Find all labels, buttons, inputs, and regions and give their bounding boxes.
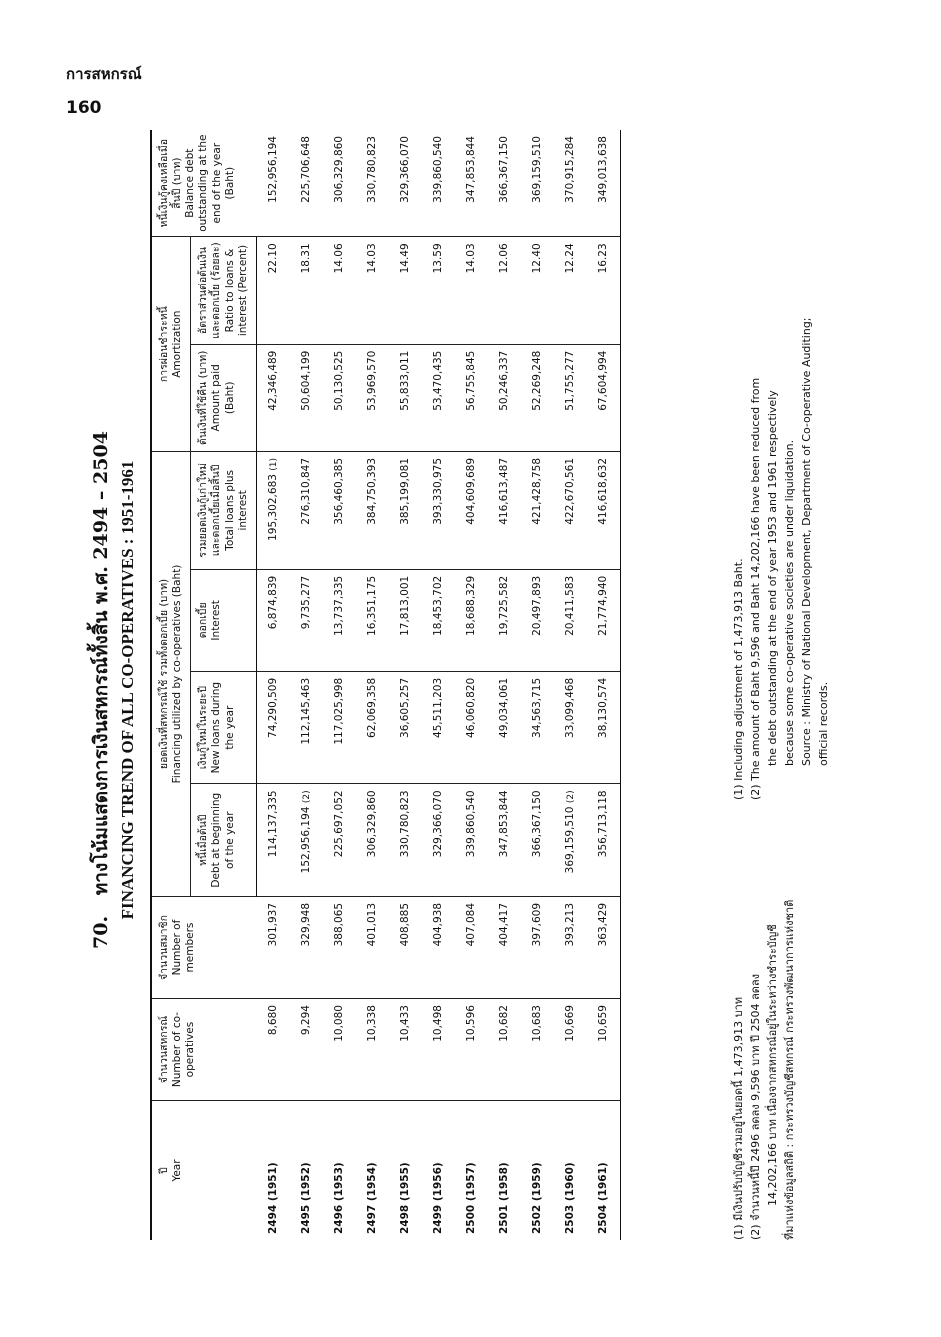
financing-group-header: ยอดเงินที่สหกรณ์ใช้ รวมทั้งดอกเบี้ย (บาท) Financing utilized by co-operatives (Baht) — [151, 451, 191, 896]
col-total-header: รวมยอดเงินกู้เก่าใหม่และดอกเบี้ยเมื่อสิ้นปี Total loans plus interest — [191, 451, 257, 569]
footnotes-english — [730, 130, 832, 800]
table-row: 2501 (1958) 10,682 404,417 347,853,844 49,034,061 19,725,582 416,613,487 50,246,337 12.06 366,367,150 — [488, 130, 521, 1240]
page-number: 160 — [66, 98, 102, 118]
rotated-table-page — [40, 110, 880, 1270]
title-block — [86, 110, 138, 1270]
table-row: 2495 (1952) 9,294 329,948 152,956,194 (2) 112,145,463 9,735,277 276,310,847 50,604,199 18.31 225,706,648 — [290, 130, 323, 1240]
source-th: ที่มาแห่งข้อมูลสถิติ : กระทรวงบัญชีสหกรณ์ กระทรวงพัฒนาการแห่งชาติ — [783, 899, 797, 1240]
table-row: 2496 (1953) 10,080 388,065 225,697,052 117,025,998 13,737,335 356,460,385 50,130,525 14.06 306,329,860 — [323, 130, 356, 1240]
col-new-loans-header: เงินกู้ใหม่ในระยะปี New loans during the year — [191, 671, 257, 784]
col-paid-header: ต้นเงินที่ใช้คืน (บาท) Amount paid (Baht) — [191, 344, 257, 451]
col-interest-header: ดอกเบี้ย Interest — [191, 569, 257, 671]
note-en-2: (2) The amount of Baht 9,596 and Baht 14,202,166 have been reduced from — [749, 377, 763, 800]
footnote-marker: (1) — [269, 457, 280, 471]
col-members-header: จำนวนสมาชิก Number of members — [151, 897, 256, 999]
note-th-2: (2) จำนวนหนี้ปี 2496 ลดลง 9,596 บาท ปี 2504 ลดลง — [749, 973, 763, 1240]
table-row: 2494 (1951) 8,680 301,937 114,137,335 74,290,509 6,874,839 195,302,683 (1) 42,346,489 22.10 152,956,194 — [256, 130, 290, 1240]
table-row: 2497 (1954) 10,338 401,013 306,329,860 62,069,358 16,351,175 384,750,393 53,969,570 14.03 330,780,823 — [356, 130, 389, 1240]
note-en-2c: because some co-operative societies are under liquidation. — [783, 439, 797, 766]
col-ratio-header: อัตราส่วนต่อต้นเงินและดอกเบี้ย (ร้อยละ) Ratio to loans & interest (Percent) — [191, 237, 257, 344]
amortization-group-header: การผ่อนชำระหนี้ Amortization — [151, 237, 191, 452]
source-en: Source : Ministry of National Development, Department of Co-operative Auditing; — [800, 317, 814, 766]
col-year-header: ปี Year — [158, 1159, 184, 1182]
table-row: 2502 (1959) 10,683 397,609 366,367,150 34,563,715 20,497,893 421,428,758 52,269,248 12.40 369,159,510 — [521, 130, 554, 1240]
note-th-1: (1) มีเงินปรับบัญชีรวมอยู่ในยอดนี้ 1,473,913 บาท — [732, 996, 745, 1240]
table-row: 2498 (1955) 10,433 408,885 330,780,823 36,605,257 17,813,001 385,199,081 55,833,011 14.49 329,366,070 — [389, 130, 422, 1240]
table-row: 2500 (1957) 10,596 407,084 339,860,540 46,060,820 18,688,329 404,609,689 56,755,845 14.03 347,853,844 — [455, 130, 488, 1240]
note-th-2b: 14,202,166 บาท เนื่องจากสหกรณ์อยู่ในระหว่างชำระบัญชี — [766, 924, 780, 1206]
note-en-1: (1) Including adjustment of 1,473,913 Baht. — [732, 558, 745, 800]
source-en-b: official records. — [817, 681, 831, 766]
note-en-2b: the debt outstanding at the end of year 1953 and 1961 respectively — [766, 390, 780, 766]
financing-table — [150, 130, 621, 1240]
table-row: 2504 (1961) 10,659 363,429 356,713,118 38,130,574 21,774,940 416,618,632 67,604,994 16.23 349,013,638 — [587, 130, 621, 1240]
footnote-marker: (2) — [302, 790, 313, 804]
category-header: การสหกรณ์ — [66, 65, 142, 83]
table-number: 70. — [90, 915, 112, 949]
table-row: 2499 (1956) 10,498 404,938 329,366,070 45,511,203 18,453,702 393,330,975 53,470,435 13.59 339,860,540 — [422, 130, 455, 1240]
title-thai: ทางโน้มแสดงการเงินสหกรณ์ทั้งสิ้น พ.ศ. 2494 – 2504 — [90, 431, 112, 896]
col-balance-header: หนี้เงินกู้คงเหลือเมื่อสิ้นปี (บาท) Balance debt outstanding at the end of the year (Baht) — [151, 130, 256, 237]
footnotes-thai — [730, 810, 798, 1240]
col-debt-begin-header: หนี้เมื่อต้นปี Debt at beginning of the year — [191, 784, 257, 897]
col-coops-header: จำนวนสหกรณ์ Number of co-operatives — [151, 999, 256, 1101]
table-row: 2503 (1960) 10,669 393,213 369,159,510 (2) 33,099,468 20,411,583 422,670,561 51,755,277 12.24 370,915,284 — [554, 130, 587, 1240]
footnote-marker: (2) — [566, 790, 577, 804]
title-english: FINANCING TREND OF ALL CO-OPERATIVES : 1951-1961 — [118, 460, 137, 920]
